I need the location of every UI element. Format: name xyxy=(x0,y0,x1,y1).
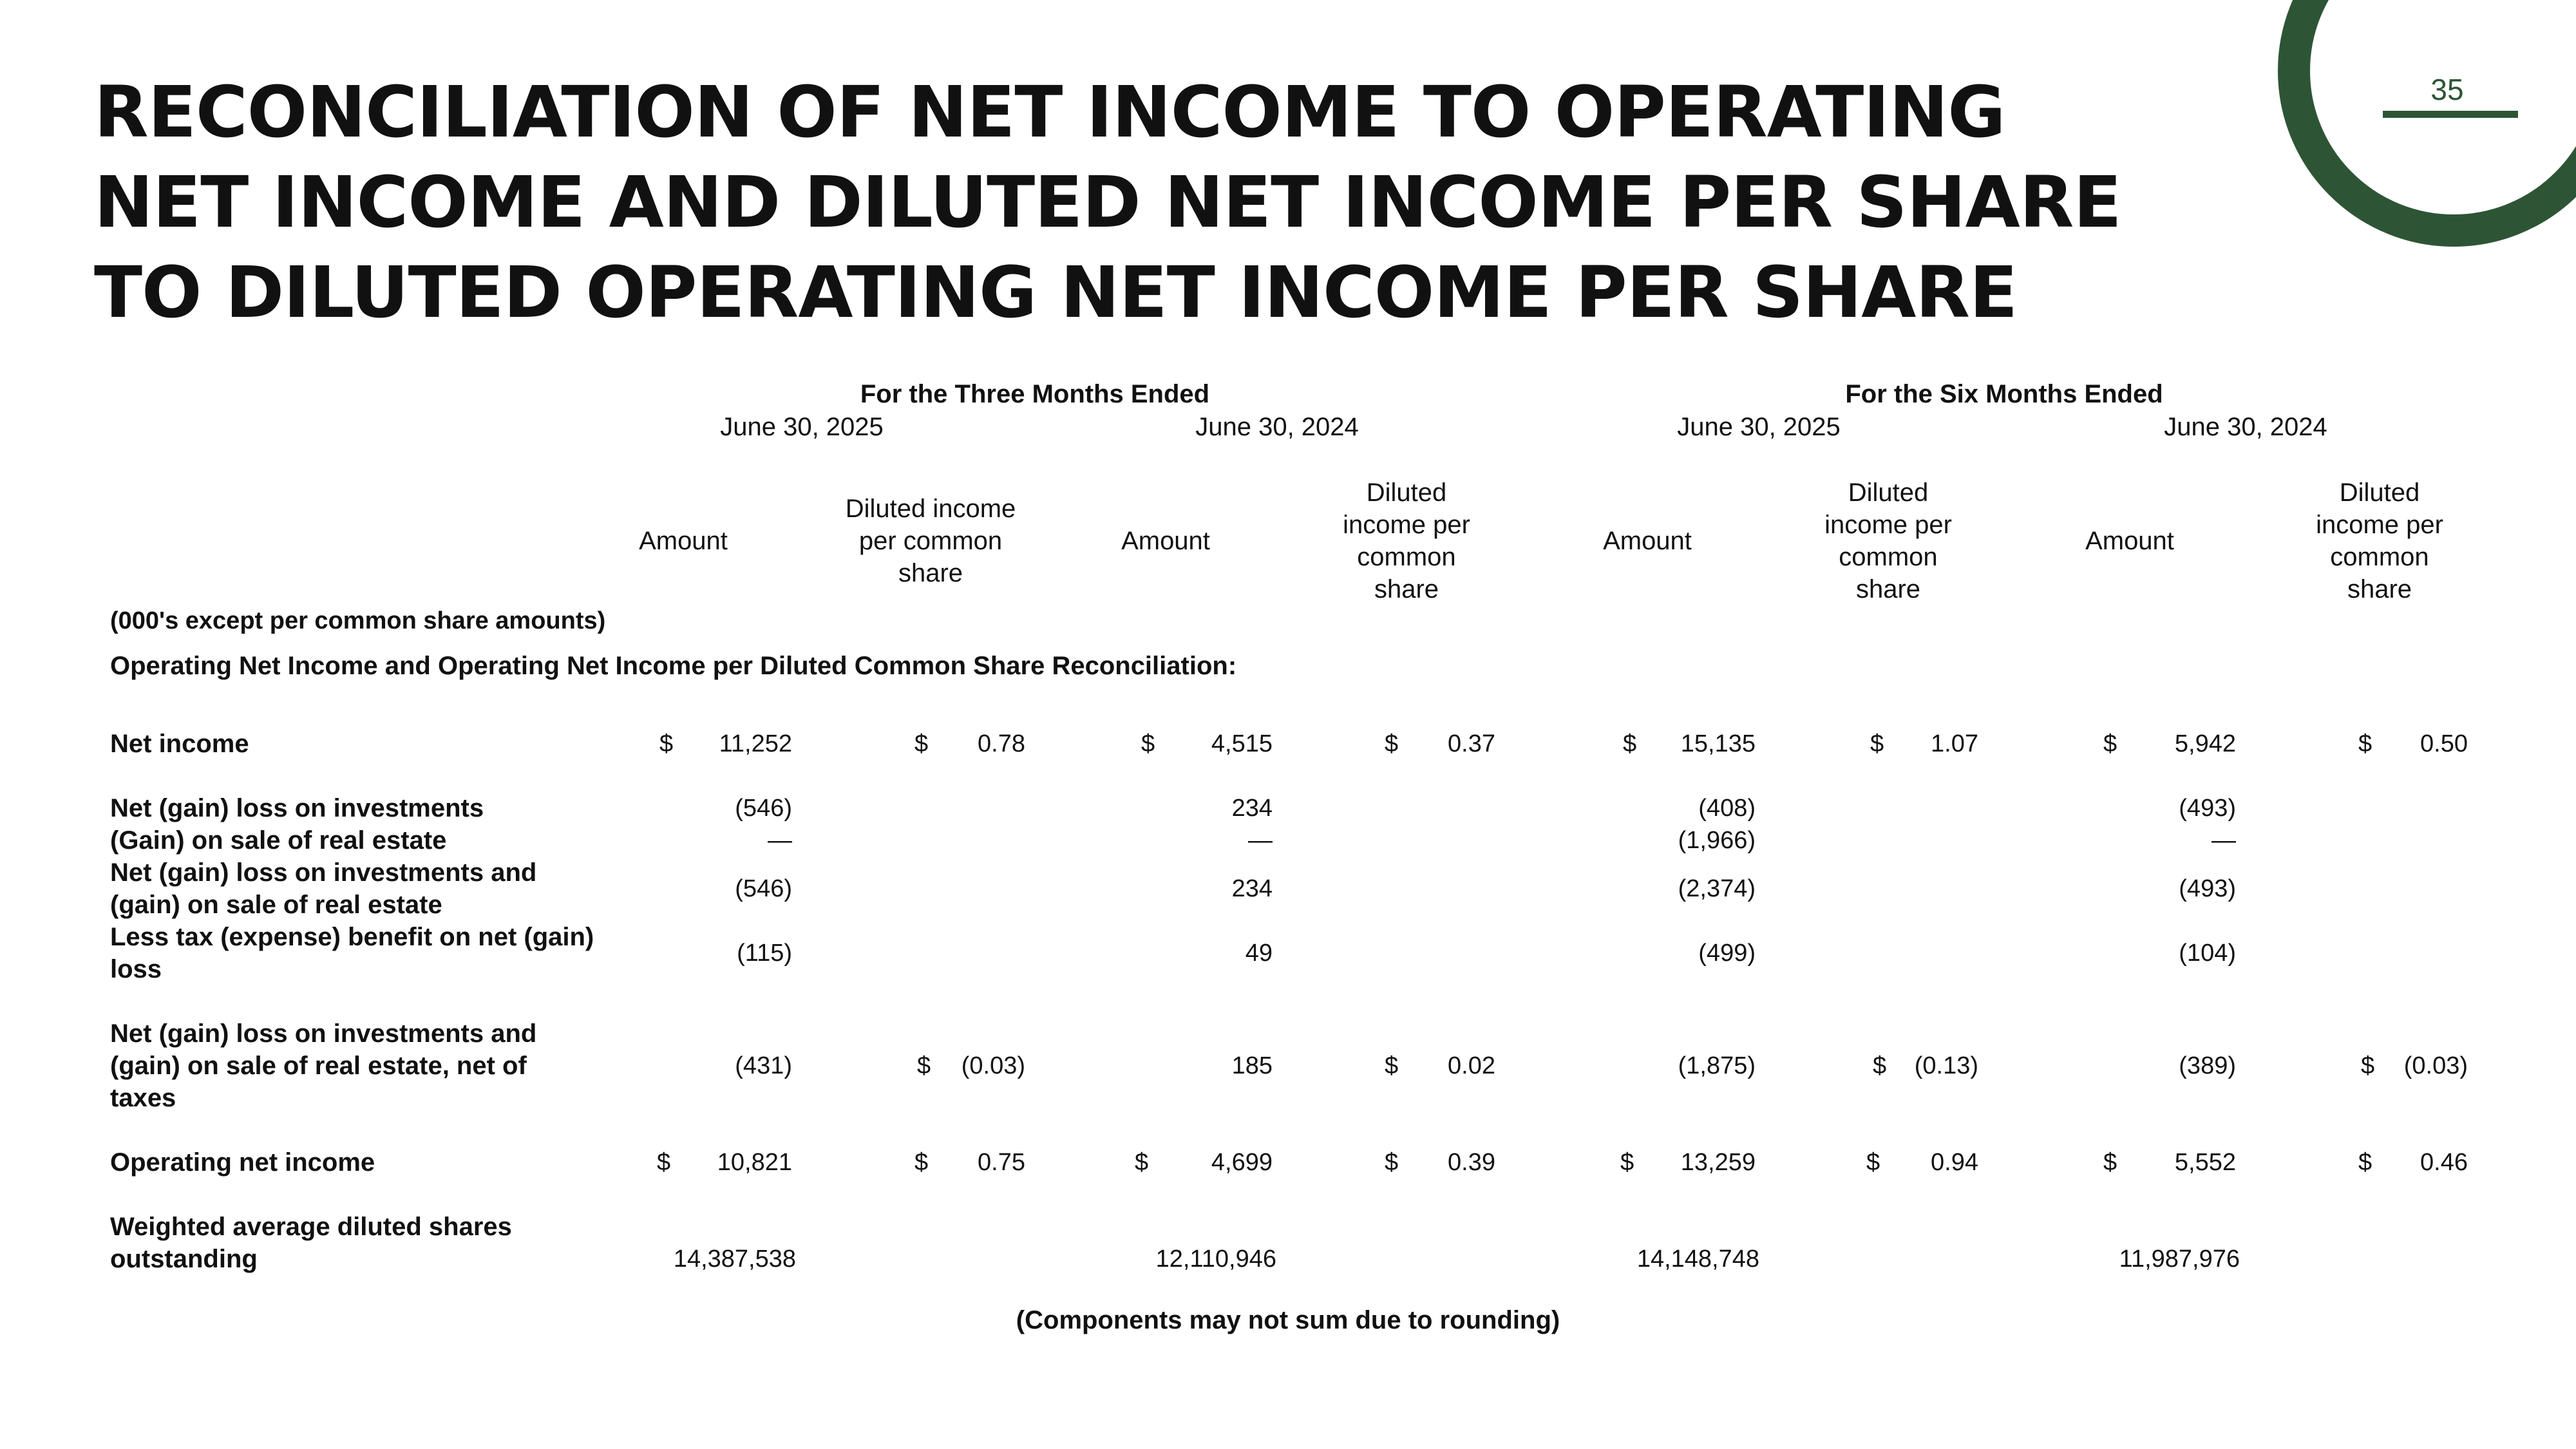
table-cell: 234 xyxy=(1231,795,1273,822)
page-title-line: NET INCOME AND DILUTED NET INCOME PER SHARE xyxy=(94,161,2121,243)
table-cell: 11,252 xyxy=(719,730,792,757)
row-label-combined-gain-loss: Net (gain) loss on investments and (gain) on sale of real estate xyxy=(110,858,537,919)
table-cell: 0.02 xyxy=(1448,1052,1495,1079)
column-header-diluted: Diluted income per common share xyxy=(845,495,1016,587)
decorative-ring xyxy=(2267,0,2576,258)
table-cell: 1.07 xyxy=(1931,730,1978,757)
table-cell: 5,942 xyxy=(2174,730,2236,757)
table-cell: (2,374) xyxy=(1678,875,1756,902)
table-cell: — xyxy=(768,827,792,854)
page-number-underline xyxy=(2383,111,2518,118)
table-cell: (1,875) xyxy=(1678,1052,1756,1079)
table-cell: 49 xyxy=(1245,940,1273,967)
column-header-amount: Amount xyxy=(1603,527,1692,555)
currency-symbol: $ xyxy=(1620,1149,1634,1176)
table-cell: 0.94 xyxy=(1931,1149,1978,1176)
table-cell: 0.75 xyxy=(978,1149,1025,1176)
currency-symbol: $ xyxy=(1141,730,1155,757)
row-label-gain-loss-investments: Net (gain) loss on investments xyxy=(110,794,484,822)
row-label-gain-sale-real-estate: (Gain) on sale of real estate xyxy=(110,826,447,855)
table-cell: 4,699 xyxy=(1211,1149,1273,1176)
group-header-six-months: For the Six Months Ended xyxy=(1845,380,2163,408)
table-cell: 0.78 xyxy=(978,730,1025,757)
table-cell: (493) xyxy=(2179,875,2236,902)
row-label-weighted-shares: Weighted average diluted shares outstanding xyxy=(110,1213,512,1273)
table-cell: — xyxy=(1248,827,1273,854)
page-title-line: RECONCILIATION OF NET INCOME TO OPERATING xyxy=(94,71,2005,153)
row-label-net-of-taxes: Net (gain) loss on investments and (gain) on sale of real estate, net of taxes xyxy=(110,1019,537,1112)
currency-symbol: $ xyxy=(1385,1149,1399,1176)
currency-symbol: $ xyxy=(1870,730,1884,757)
table-cell: (0.03) xyxy=(961,1052,1025,1079)
currency-symbol: $ xyxy=(2358,730,2372,757)
currency-symbol: $ xyxy=(2361,1052,2375,1079)
table-cell: (1,966) xyxy=(1678,827,1756,854)
currency-symbol: $ xyxy=(2103,730,2117,757)
table-cell: 13,259 xyxy=(1680,1149,1756,1176)
currency-symbol: $ xyxy=(914,1149,929,1176)
currency-symbol: $ xyxy=(659,730,674,757)
currency-symbol: $ xyxy=(2103,1149,2117,1176)
units-note: (000's except per common share amounts) xyxy=(110,607,606,634)
footnote: (Components may not sum due to rounding) xyxy=(1016,1306,1560,1334)
column-header-diluted: Diluted income per common share xyxy=(1824,478,1952,603)
table-cell: 0.37 xyxy=(1448,730,1495,757)
row-label-net-income: Net income xyxy=(110,730,249,758)
table-cell: (408) xyxy=(1698,795,1756,822)
table-cell: 234 xyxy=(1231,875,1273,902)
table-cell: (115) xyxy=(737,940,792,967)
period-date: June 30, 2024 xyxy=(1195,413,1359,441)
group-header-three-months: For the Three Months Ended xyxy=(860,380,1210,408)
table-cell: 12,110,946 xyxy=(1155,1245,1276,1273)
currency-symbol: $ xyxy=(2358,1149,2372,1176)
row-label-operating-net-income: Operating net income xyxy=(110,1148,375,1177)
table-cell: (104) xyxy=(2179,940,2236,967)
column-header-diluted: Diluted income per common share xyxy=(2316,478,2443,603)
table-cell: 4,515 xyxy=(1211,730,1273,757)
currency-symbol: $ xyxy=(657,1149,671,1176)
section-title: Operating Net Income and Operating Net Income per Diluted Common Share Reconciliation: xyxy=(110,652,1237,680)
period-date: June 30, 2025 xyxy=(1677,413,1841,441)
currency-symbol: $ xyxy=(1873,1052,1887,1079)
table-cell: 14,387,538 xyxy=(673,1245,796,1273)
column-header-amount: Amount xyxy=(639,527,728,555)
table-cell: 14,148,748 xyxy=(1636,1245,1759,1273)
table-cell: 15,135 xyxy=(1680,730,1756,757)
table-cell: (389) xyxy=(2179,1052,2236,1079)
table-cell: 185 xyxy=(1231,1052,1273,1079)
column-header-diluted: Diluted income per common share xyxy=(1343,478,1470,603)
table-cell: 5,552 xyxy=(2174,1149,2236,1176)
table-cell: (546) xyxy=(735,795,792,822)
table-cell: 11,987,976 xyxy=(2119,1245,2240,1273)
table-cell: (546) xyxy=(735,875,792,902)
table-cell: (431) xyxy=(735,1052,792,1079)
table-cell: 0.50 xyxy=(2420,730,2468,757)
column-header-amount: Amount xyxy=(2085,527,2174,555)
currency-symbol: $ xyxy=(1866,1149,1880,1176)
table-cell: 10,821 xyxy=(717,1149,792,1176)
currency-symbol: $ xyxy=(1135,1149,1149,1176)
table-cell: 0.46 xyxy=(2420,1149,2468,1176)
table-cell: — xyxy=(2211,827,2236,854)
period-date: June 30, 2025 xyxy=(720,413,884,441)
currency-symbol: $ xyxy=(1623,730,1637,757)
currency-symbol: $ xyxy=(1385,1052,1399,1079)
table-cell: (499) xyxy=(1698,940,1756,967)
column-header-amount: Amount xyxy=(1121,527,1210,555)
row-label-tax-effect: Less tax (expense) benefit on net (gain) loss xyxy=(110,923,594,983)
table-cell: 0.39 xyxy=(1448,1149,1495,1176)
page-title xyxy=(94,67,2155,337)
table-cell: (493) xyxy=(2179,795,2236,822)
table-cell: (0.03) xyxy=(2403,1052,2468,1079)
currency-symbol: $ xyxy=(914,730,929,757)
currency-symbol: $ xyxy=(1385,730,1399,757)
page-title-line: TO DILUTED OPERATING NET INCOME PER SHARE xyxy=(94,251,2018,334)
table-cell: (0.13) xyxy=(1914,1052,1978,1079)
page-number: 35 xyxy=(2430,73,2464,106)
currency-symbol: $ xyxy=(917,1052,931,1079)
period-date: June 30, 2024 xyxy=(2164,413,2327,441)
